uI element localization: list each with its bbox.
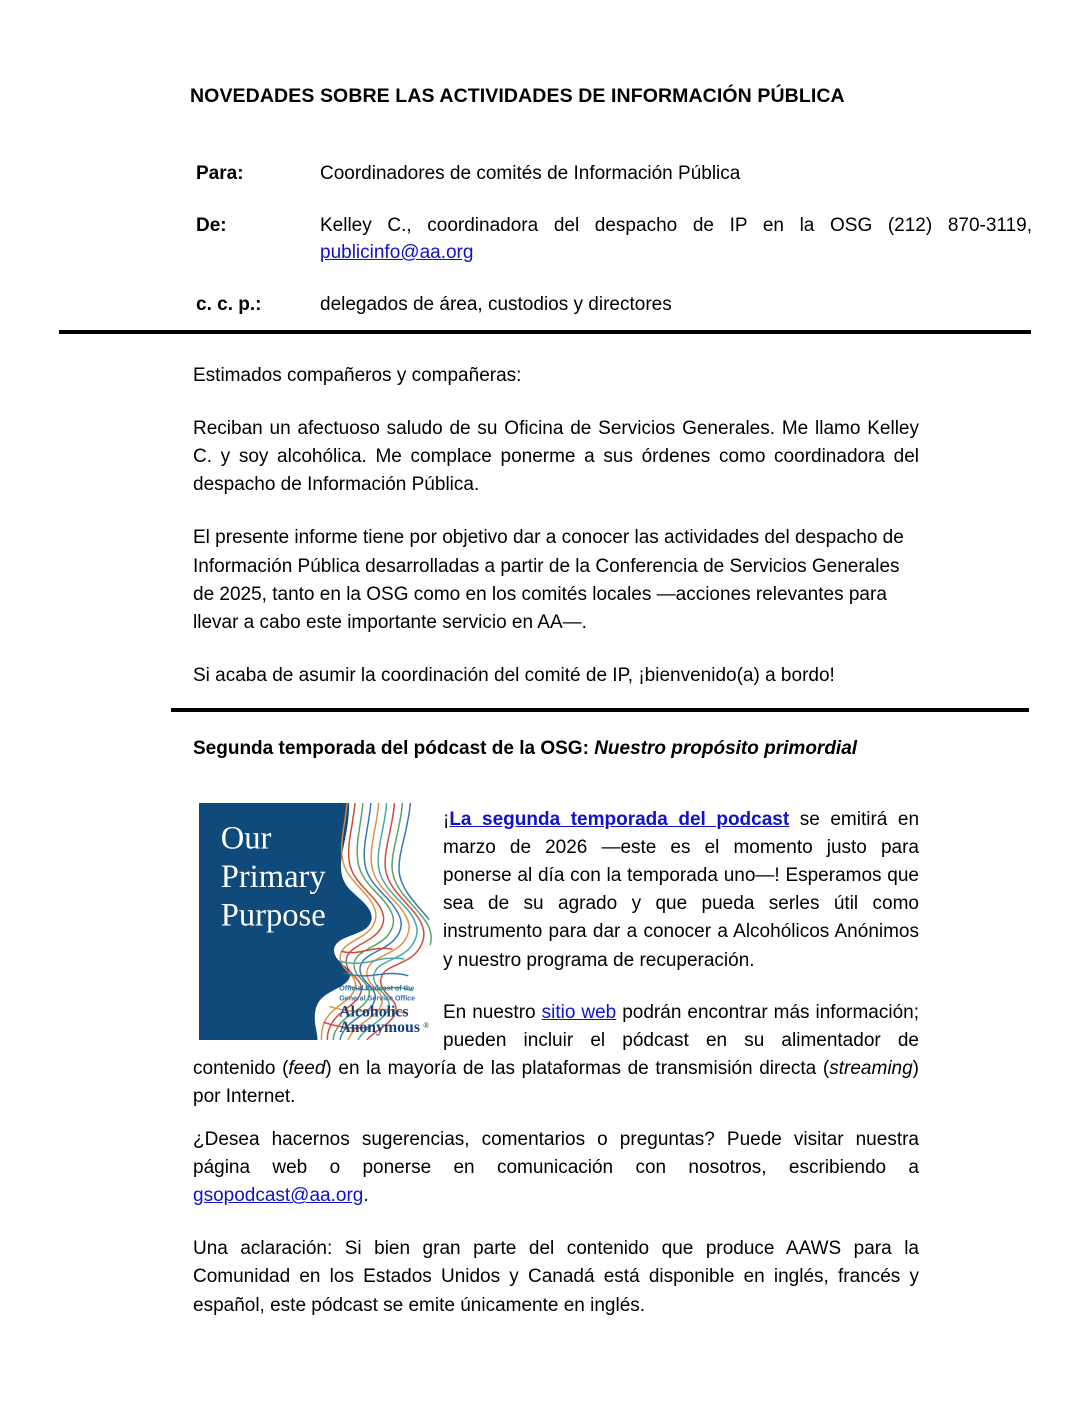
website-link[interactable]: sitio web: [541, 1001, 617, 1023]
memo-value-para: Coordinadores de comités de Información Pública: [320, 163, 741, 184]
memo-row-de: [196, 212, 1032, 267]
cover-line-3: Purpose: [220, 897, 326, 934]
memo-label-para: Para:: [196, 163, 244, 184]
memo-header-block: [196, 160, 1032, 342]
podcast-p2-end: ) por Internet.: [193, 1057, 919, 1107]
podcast-p2-before-link: En nuestro: [443, 1001, 542, 1023]
podcast-p2-mid: ) en la mayoría de las plataformas de transmisión directa (: [325, 1057, 830, 1079]
podcast-p1-rest: se emitirá en marzo de 2026 —este es el momento justo para ponerse al día con la temporada uno—! Esperamos que sea de su agrado y que pueda serles útil como instrumento para dar a conocer a Alcohólicos Anónimos y nuestro programa de recuperación.: [443, 809, 920, 971]
memo-value-de-text: Kelley C., coordinadora del despacho de IP en la OSG (212) 870-3119,: [320, 214, 1032, 236]
memo-row-para: [196, 160, 1032, 188]
section-heading-plain: Segunda temporada del pódcast de la OSG:: [193, 738, 595, 759]
podcast-p2-italic-feed: feed: [288, 1057, 326, 1079]
cover-credit-1: Official Podcast of the: [339, 984, 415, 993]
memo-label-ccp: c. c. p.:: [196, 293, 262, 315]
body-paragraph-2: El presente informe tiene por objetivo dar a conocer las actividades del despacho de Información Pública desarrolladas a partir de la Conferencia de Servicios Generales de 2025, tanto en la OSG como en los comités locales —acciones relevantes para llevar a cabo este importante servicio en AA—.: [193, 527, 904, 633]
greeting-paragraph: Estimados compañeros y compañeras:: [193, 365, 522, 386]
cover-credit-3: Alcoholics: [339, 1003, 409, 1021]
cover-line-2: Primary: [220, 858, 326, 895]
divider-top: [59, 330, 1031, 334]
podcast-p1-opening: ¡: [443, 809, 450, 830]
section-heading-italic: Nuestro propósito primordial: [594, 738, 858, 759]
podcast-p2-after-link: podrán encontrar más información; pueden incluir el pódcast en su alimentador de contenido (: [193, 1001, 920, 1079]
memo-label-de: De:: [196, 214, 227, 236]
tail-text-column: [193, 1126, 919, 1345]
podcast-paragraph-3: [193, 1126, 919, 1210]
podcast-text-column: [193, 806, 919, 1135]
podcast-paragraph-4: Una aclaración: Si bien gran parte del contenido que produce AAWS para la Comunidad en los Estados Unidos y Canadá está disponible en inglés, francés y español, este pódcast se emite únicamente en inglés.: [193, 1238, 919, 1316]
body-text-column: [193, 362, 919, 715]
podcast-p2-italic-streaming: streaming: [829, 1057, 913, 1079]
memo-value-de: [320, 212, 1032, 267]
body-paragraph-1: Reciban un afectuoso saludo de su Oficina de Servicios Generales. Me llamo Kelley C. y soy alcohólica. Me complace ponerme a sus órdenes como coordinadora del despacho de Información Pública.: [193, 418, 919, 496]
podcast-season-link[interactable]: La segunda temporada del podcast: [449, 809, 790, 830]
cover-credit-2: General Service Office: [339, 994, 416, 1003]
body-paragraph-3: Si acaba de asumir la coordinación del comité de IP, ¡bienvenido(a) a bordo!: [193, 664, 835, 686]
memo-row-ccp: [196, 291, 1032, 319]
memo-value-ccp: delegados de área, custodios y directores: [320, 293, 672, 315]
email-link-gsopodcast[interactable]: gsopodcast@aa.org: [193, 1185, 364, 1207]
section-heading-podcast: [193, 735, 905, 763]
cover-line-1: Our: [220, 820, 272, 857]
cover-credit-4: Anonymous: [339, 1019, 421, 1037]
podcast-p3-before-link: ¿Desea hacernos sugerencias, comentarios o preguntas? Puede visitar nuestra página web o ponerse en comunicación con nosotros, escribiendo a: [193, 1129, 919, 1179]
page-title: NOVEDADES SOBRE LAS ACTIVIDADES DE INFORMACIÓN PÚBLICA: [190, 85, 845, 107]
podcast-p3-after-link: .: [363, 1185, 369, 1207]
cover-credit-mark: ®: [423, 1021, 430, 1031]
image-wrap-spacer: [193, 806, 443, 1050]
email-link-publicinfo[interactable]: publicinfo@aa.org: [320, 242, 474, 264]
